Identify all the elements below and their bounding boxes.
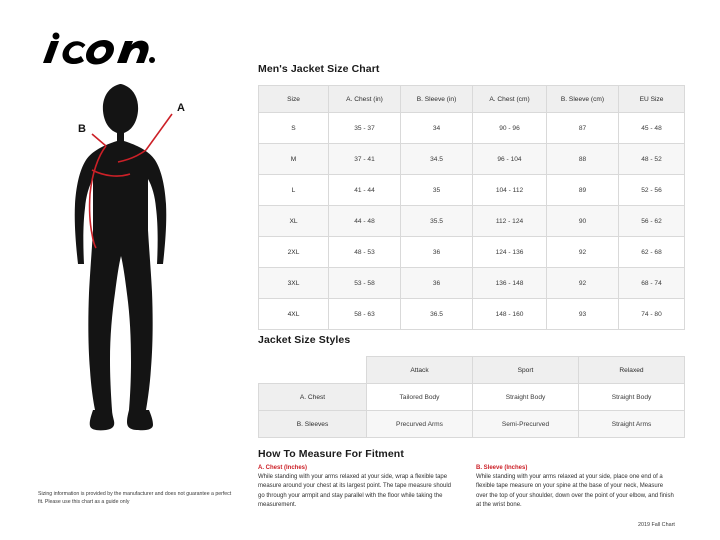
size-chart-title: Men's Jacket Size Chart [258,63,380,75]
table-row [259,175,685,206]
table-row [259,384,685,411]
row-label-sleeves: B. Sleeves [259,411,367,438]
measure-instructions [258,465,690,511]
cell-sleeve-in: 35 [401,175,473,206]
cell-chest-cm: 136 - 148 [473,268,547,299]
cell-sleeve-in: 36.5 [401,299,473,330]
cell-relaxed-chest: Straight Body [579,384,685,411]
cell-chest-in: 37 - 41 [329,144,401,175]
cell-size: XL [259,206,329,237]
table-row [259,299,685,330]
cell-sport-sleeves: Semi-Precurved [473,411,579,438]
cell-size: 3XL [259,268,329,299]
cell-sleeve-cm: 89 [547,175,619,206]
cell-eu-size: 52 - 56 [619,175,685,206]
body-measurement-figure [34,78,234,438]
footer-chart-version: 2019 Fall Chart [638,522,675,528]
col-header-sleeve-cm: B. Sleeve (cm) [547,86,619,113]
icon-brand-logo [38,32,156,66]
right-column [258,0,698,540]
table-row [259,268,685,299]
cell-eu-size: 68 - 74 [619,268,685,299]
cell-eu-size: 74 - 80 [619,299,685,330]
cell-chest-in: 48 - 53 [329,237,401,268]
measure-text-sleeve: While standing with your arms relaxed at your side, place one end of a flexible tape measure on your spine at the base of your neck, Measure over the top of your shoulder, down over the point of your elbow, and finish at the wrist bone. [476,474,674,509]
col-header-eu-size: EU Size [619,86,685,113]
cell-sleeve-cm: 90 [547,206,619,237]
measure-item-chest [258,465,458,511]
cell-size: 4XL [259,299,329,330]
cell-chest-cm: 104 - 112 [473,175,547,206]
cell-sport-chest: Straight Body [473,384,579,411]
measure-section-title: How To Measure For Fitment [258,448,404,460]
table-row [259,411,685,438]
jacket-size-styles-table [258,356,685,438]
cell-attack-sleeves: Precurved Arms [367,411,473,438]
measure-item-sleeve [476,465,676,511]
disclaimer-text: Sizing information is provided by the manufacturer and does not guarantee a perfect fit. Please use this chart as a guide only [38,491,232,506]
cell-chest-in: 53 - 58 [329,268,401,299]
cell-sleeve-cm: 92 [547,268,619,299]
cell-eu-size: 62 - 68 [619,237,685,268]
cell-sleeve-cm: 87 [547,113,619,144]
col-header-chest-in: A. Chest (in) [329,86,401,113]
cell-attack-chest: Tailored Body [367,384,473,411]
cell-eu-size: 56 - 62 [619,206,685,237]
cell-chest-cm: 112 - 124 [473,206,547,237]
cell-sleeve-cm: 88 [547,144,619,175]
cell-sleeve-cm: 92 [547,237,619,268]
col-header-sleeve-in: B. Sleeve (in) [401,86,473,113]
table-row [259,237,685,268]
cell-chest-in: 58 - 63 [329,299,401,330]
cell-size: S [259,113,329,144]
styles-header-row [259,357,685,384]
cell-chest-in: 35 - 37 [329,113,401,144]
table-row [259,206,685,237]
cell-chest-cm: 148 - 160 [473,299,547,330]
cell-eu-size: 48 - 52 [619,144,685,175]
cell-chest-cm: 90 - 96 [473,113,547,144]
col-header-attack: Attack [367,357,473,384]
cell-eu-size: 45 - 48 [619,113,685,144]
cell-chest-cm: 124 - 136 [473,237,547,268]
figure-label-b: B [78,123,86,135]
cell-sleeve-in: 35.5 [401,206,473,237]
row-label-chest: A. Chest [259,384,367,411]
col-header-size: Size [259,86,329,113]
table-header-row [259,86,685,113]
cell-size: M [259,144,329,175]
measure-heading-sleeve: B. Sleeve (Inches) [476,465,528,471]
styles-chart-title: Jacket Size Styles [258,334,351,346]
cell-chest-in: 41 - 44 [329,175,401,206]
table-row [259,144,685,175]
cell-sleeve-cm: 93 [547,299,619,330]
styles-corner-cell [259,357,367,384]
col-header-sport: Sport [473,357,579,384]
cell-sleeve-in: 36 [401,268,473,299]
cell-chest-cm: 96 - 104 [473,144,547,175]
measure-text-chest: While standing with your arms relaxed at your side, wrap a flexible tape measure around your chest at its largest point. The tape measure should go through your armpit and stay parallel with the floor while taking the measurement. [258,474,451,509]
cell-sleeve-in: 34 [401,113,473,144]
col-header-relaxed: Relaxed [579,357,685,384]
figure-label-a: A [177,102,185,114]
cell-size: 2XL [259,237,329,268]
left-column [0,0,250,540]
col-header-chest-cm: A. Chest (cm) [473,86,547,113]
table-row [259,113,685,144]
cell-chest-in: 44 - 48 [329,206,401,237]
cell-sleeve-in: 36 [401,237,473,268]
measure-heading-chest: A. Chest (Inches) [258,465,308,471]
cell-sleeve-in: 34.5 [401,144,473,175]
size-chart-table [258,85,685,330]
cell-size: L [259,175,329,206]
cell-relaxed-sleeves: Straight Arms [579,411,685,438]
